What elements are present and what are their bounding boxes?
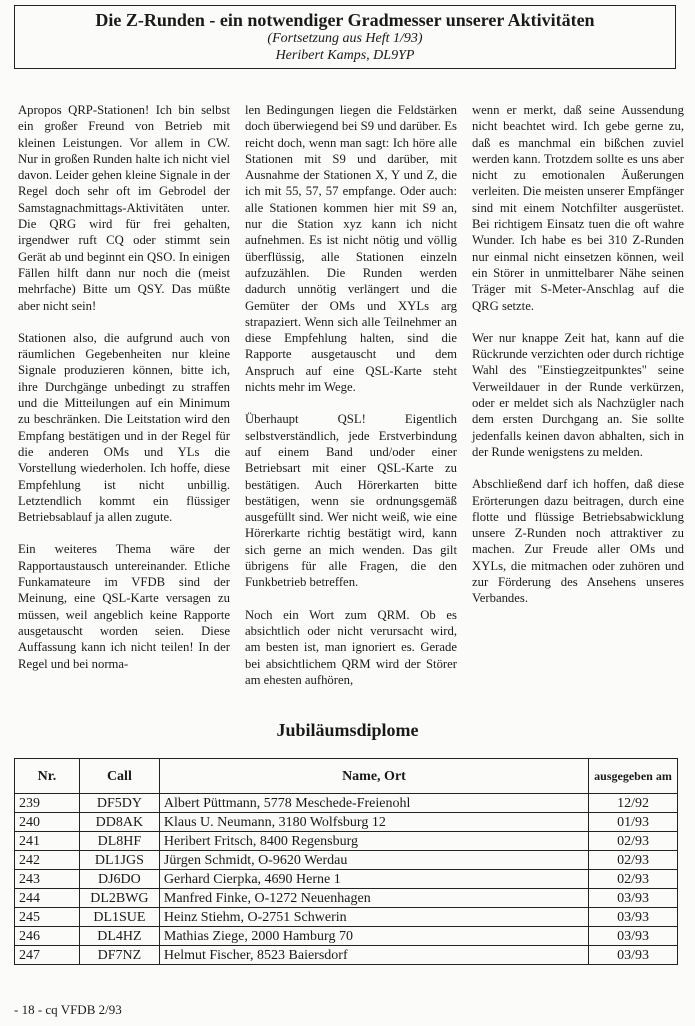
table-heading: Jubiläumsdiplome bbox=[276, 720, 419, 740]
cell-nr: 244 bbox=[15, 889, 80, 908]
paragraph: len Bedingungen liegen die Feldstärken doch überwiegend bei S9 und darüber. Es reicht doch, wenn man sagt: Ich höre alle Stationen mit S9 und darüber, mit Ausnahme der Stationen X, Y und Z, die ich mit 55, 57, 57 empfange. Oder auch: alle Stationen kommen hier mit S9 an, nur die Station xyz kann ich nicht aufnehmen. Es ist nicht nötig und völlig überflüssig, alle Stationen einzeln aufzuzählen. Die Runden werden dadurch unnötig verlängert und die Gemüter der OMs und XYLs arg strapaziert. Wenn sich alle Teilnehmer an diese Empfehlung halten, sind die Rapporte ausgetauscht und dem Anspruch auf eine QSL-Karte steht nichts mehr im Wege. bbox=[245, 103, 457, 395]
paragraph: Apropos QRP-Stationen! Ich bin selbst ein großer Freund von Betrieb mit kleinen Leistungen. Vor allem in CW. Nur in großen Runden halte ich nicht viel davon. Leider gehen kleine Signale in der Regel doch sehr oft im Gebrodel der Samstagnachmittags-Aktivitäten unter. Die QRG wird für frei gehalten, irgendwer ruft CQ oder stimmt sein Gerät ab und beginnt ein QSO. In einigen Fällen hilft dann nur noch die (meist mehrfache) Bitte um QSY. Das müßte aber nicht sein! bbox=[18, 103, 230, 313]
cell-name: Heribert Fritsch, 8400 Regensburg bbox=[159, 832, 588, 851]
table-row bbox=[15, 832, 678, 851]
cell-nr: 241 bbox=[15, 832, 80, 851]
cell-issued: 01/93 bbox=[589, 813, 678, 832]
cell-issued: 12/92 bbox=[589, 794, 678, 813]
article-subtitle: (Fortsetzung aus Heft 1/93) bbox=[267, 31, 423, 46]
table-row bbox=[15, 908, 678, 927]
header-name: Name, Ort bbox=[159, 759, 588, 794]
header-issued: ausgegeben am bbox=[589, 759, 678, 794]
table-row bbox=[15, 946, 678, 965]
cell-call: DL1JGS bbox=[79, 851, 159, 870]
paragraph: Ein weiteres Thema wäre der Rapportaustausch untereinander. Etliche Funkamateure im VFDB sind der Meinung, eine QSL-Karte versagen zu müssen, weil angeblich keine Rapporte ausgetauscht worden seien. Diese Auffassung kann ich nicht teilen! In der Regel und bei norma- bbox=[18, 542, 230, 671]
cell-name: Jürgen Schmidt, O-9620 Werdau bbox=[159, 851, 588, 870]
paragraph: Noch ein Wort zum QRM. Ob es absichtlich oder nicht verursacht wird, am besten ist, man ignoriert es. Gerade bei absichtlichem QRM wird der Störer am ehesten aufhören, bbox=[245, 607, 457, 687]
cell-issued: 03/93 bbox=[589, 946, 678, 965]
article-title: Die Z-Runden - ein notwendiger Gradmesser unserer Aktivitäten bbox=[95, 10, 595, 30]
cell-issued: 02/93 bbox=[589, 870, 678, 889]
paragraph: Abschließend darf ich hoffen, daß diese Erörterungen dazu beitragen, durch eine flotte und flüssige Betriebsabwicklung unsere Z-Runden noch attraktiver zu machen. Zur Freude aller OMs und XYLs, die mitmachen oder zuhören und zur Förderung des Ansehens unseres Verbandes. bbox=[472, 477, 684, 606]
diplomas-table bbox=[14, 758, 678, 965]
cell-call: DF7NZ bbox=[79, 946, 159, 965]
table-row bbox=[15, 813, 678, 832]
table-row bbox=[15, 927, 678, 946]
cell-nr: 242 bbox=[15, 851, 80, 870]
header-call: Call bbox=[79, 759, 159, 794]
cell-name: Manfred Finke, O-1272 Neuenhagen bbox=[159, 889, 588, 908]
cell-call: DL4HZ bbox=[79, 927, 159, 946]
cell-call: DL2BWG bbox=[79, 889, 159, 908]
cell-name: Helmut Fischer, 8523 Baiersdorf bbox=[159, 946, 588, 965]
cell-name: Klaus U. Neumann, 3180 Wolfsburg 12 bbox=[159, 813, 588, 832]
cell-issued: 03/93 bbox=[589, 889, 678, 908]
cell-nr: 245 bbox=[15, 908, 80, 927]
article-header bbox=[14, 5, 676, 69]
cell-issued: 03/93 bbox=[589, 908, 678, 927]
cell-name: Gerhard Cierpka, 4690 Herne 1 bbox=[159, 870, 588, 889]
cell-nr: 246 bbox=[15, 927, 80, 946]
paragraph: Überhaupt QSL! Eigentlich selbstverständlich, jede Erstverbindung auf einem Band und/oder einer Betriebsart mit einer QSL-Karte zu bestätigen. Auch Hörerkarten bitte bestätigen, wenn sie ordnungsgemäß ausgefüllt sind. Wer nicht weiß, wie eine Hörerkarte richtig bestätigt wird, kann sich gerne an mich wenden. Das gilt übrigens für alle Fragen, die den Funkbetrieb betreffen. bbox=[245, 412, 457, 590]
article-column-3 bbox=[472, 102, 684, 623]
cell-nr: 243 bbox=[15, 870, 80, 889]
header-nr: Nr. bbox=[15, 759, 80, 794]
cell-name: Mathias Ziege, 2000 Hamburg 70 bbox=[159, 927, 588, 946]
table-row bbox=[15, 889, 678, 908]
cell-call: DF5DY bbox=[79, 794, 159, 813]
cell-nr: 247 bbox=[15, 946, 80, 965]
cell-call: DL1SUE bbox=[79, 908, 159, 927]
cell-call: DL8HF bbox=[79, 832, 159, 851]
paragraph: Stationen also, die aufgrund auch von räumlichen Gegebenheiten nur kleine Signale produzieren können, bitte ich, ihre Durchgänge unbedingt zu straffen und die Mitteilungen auf ein Minimum zu beschränken. Die Leitstation wird den Empfang bestätigen und in der Regel für die anderen OMs und YLs die Vorstellung wiederholen. Ich hoffe, diese Empfehlung ist nicht unbillig. Letztendlich kommt ein flüssiger Betriebsablauf ja allen zugute. bbox=[18, 330, 230, 525]
cell-name: Heinz Stiehm, O-2751 Schwerin bbox=[159, 908, 588, 927]
table-row bbox=[15, 851, 678, 870]
paragraph: wenn er merkt, daß seine Aussendung nicht beachtet wird. Ich gebe gerne zu, daß es manchmal ein bißchen zuviel werden kann. Trotzdem sollte es uns aber nicht zu emotionalen Äußerungen verleiten. Die meisten unserer Empfänger sind mit einem Notchfilter ausgerüstet. Bei richtigem Einsatz tuen die oft wahre Wunder. Ich habe es bei 310 Z-Runden nur einmal nicht einsetzen können, weil ein Störer in unmittelbarer Nähe seinen Träger mit S-Meter-Anschlag auf die QRG setzte. bbox=[472, 103, 684, 313]
paragraph: Wer nur knappe Zeit hat, kann auf die Rückrunde verzichten oder durch richtige Wahl des "Einstiegzeitpunktes" seine Verweildauer in der Runde verkürzen, oder er meldet sich als Nachzügler nach dem ersten Durchgang an. Sie sollte jedenfalls keinen davon abhalten, sich in der Runde wenigstens zu melden. bbox=[472, 330, 684, 459]
table-row bbox=[15, 794, 678, 813]
table-header-row bbox=[15, 759, 678, 794]
cell-issued: 02/93 bbox=[589, 832, 678, 851]
cell-nr: 240 bbox=[15, 813, 80, 832]
page-footer: - 18 - cq VFDB 2/93 bbox=[14, 1002, 122, 1017]
article-column-2 bbox=[245, 102, 457, 704]
table-row bbox=[15, 870, 678, 889]
article-column-1 bbox=[18, 102, 230, 688]
cell-issued: 02/93 bbox=[589, 851, 678, 870]
cell-name: Albert Püttmann, 5778 Meschede-Freienohl bbox=[159, 794, 588, 813]
cell-call: DJ6DO bbox=[79, 870, 159, 889]
cell-call: DD8AK bbox=[79, 813, 159, 832]
cell-issued: 03/93 bbox=[589, 927, 678, 946]
article-author: Heribert Kamps, DL9YP bbox=[275, 48, 415, 63]
cell-nr: 239 bbox=[15, 794, 80, 813]
table-body bbox=[15, 794, 678, 965]
